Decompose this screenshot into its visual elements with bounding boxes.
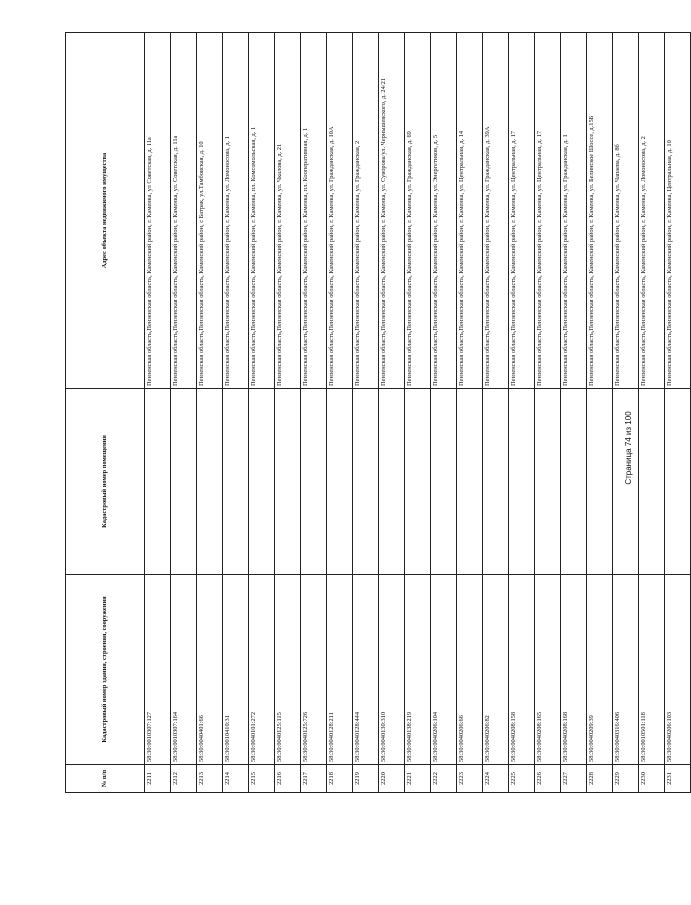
room-cadastral-number: [379, 389, 405, 575]
header-address: Адрес объекта недвижимого имущества: [66, 33, 145, 389]
room-cadastral-number: [171, 389, 197, 575]
table-row: [639, 33, 665, 793]
row-number: 2213: [197, 765, 223, 793]
building-cadastral-number: 58:30:0040130:310: [379, 575, 405, 765]
table-row: [197, 33, 223, 793]
room-cadastral-number: [457, 389, 483, 575]
room-cadastral-number: [587, 389, 613, 575]
table-row: [353, 33, 379, 793]
row-number: 2230: [639, 765, 665, 793]
address: Пензенская область,Пензенская область, Каменский район, г. Каменка, ул. Ломоносова, д. 1: [223, 33, 249, 389]
table-row: [301, 33, 327, 793]
building-cadastral-number: 58:30:0040138:219: [405, 575, 431, 765]
room-cadastral-number: [353, 389, 379, 575]
table-row: [379, 33, 405, 793]
building-cadastral-number: 58:30:0010501:118: [639, 575, 665, 765]
room-cadastral-number: [223, 389, 249, 575]
building-cadastral-number: 58:30:0040206:103: [665, 575, 691, 765]
row-number: 2225: [509, 765, 535, 793]
row-number: 2224: [483, 765, 509, 793]
table-row: [509, 33, 535, 793]
address: Пензенская область,Пензенская область, Каменский район, г. Каменка, ул. Ломоносова, д. 2: [639, 33, 665, 389]
building-cadastral-number: 58:30:0040208:168: [561, 575, 587, 765]
table-row: [223, 33, 249, 793]
header-building-cadastral: Кадастровый номер здания, строения, сооружения: [66, 575, 145, 765]
table-row: [457, 33, 483, 793]
address: Пензенская область,Пензенская область, Каменский район, г. Каменка, Центральная, д. 10: [665, 33, 691, 389]
table-row: [327, 33, 353, 793]
building-cadastral-number: 58:30:0040125:726: [301, 575, 327, 765]
row-number: 2219: [353, 765, 379, 793]
table-row: [171, 33, 197, 793]
row-number: 2217: [301, 765, 327, 793]
building-cadastral-number: 58:30:0040128:211: [327, 575, 353, 765]
room-cadastral-number: [535, 389, 561, 575]
address: Пензенская область,Пензенская область, Каменский район, г. Каменка, ул. Центральная, д. 14: [457, 33, 483, 389]
building-cadastral-number: 58:30:0040206:104: [431, 575, 457, 765]
address: Пензенская область,Пензенская область, Каменский район, г. Каменка, ул. Белинское Шоссе, д.15Б: [587, 33, 613, 389]
address: Пензенская область,Пензенская область, Каменский район, г. Каменка, ул. Советская, д. 11а: [171, 33, 197, 389]
room-cadastral-number: [509, 389, 535, 575]
address: Пензенская область,Пензенская область, Каменский район, г. Каменка, ул. Гражданская, д. 10А: [327, 33, 353, 389]
building-cadastral-number: 58:30:0040401:66: [197, 575, 223, 765]
room-cadastral-number: [327, 389, 353, 575]
row-number: 2226: [535, 765, 561, 793]
table-row: [275, 33, 301, 793]
address: Пензенская область,Пензенская область, Каменский район, г. Каменка, ул. Гражданская, 2: [353, 33, 379, 389]
row-number: 2229: [613, 765, 639, 793]
address: Пензенская область,Пензенская область, Каменский район, г. Каменка, ул. Центральная, д. 17: [509, 33, 535, 389]
row-number: 2216: [275, 765, 301, 793]
table-row: [535, 33, 561, 793]
room-cadastral-number: [639, 389, 665, 575]
building-cadastral-number: 58:30:0010307:127: [145, 575, 171, 765]
row-number: 2214: [223, 765, 249, 793]
room-cadastral-number: [145, 389, 171, 575]
address: Пензенская область,Пензенская область, Каменский район, г. Каменка, ул. Чкалова, д. 21: [275, 33, 301, 389]
table-row: [483, 33, 509, 793]
address: Пензенская область,Пензенская область, Каменский район, г. Каменка, ул. Чапаева, д. 8б: [613, 33, 639, 389]
building-cadastral-number: 58:30:0010307:164: [171, 575, 197, 765]
page-footer: Страница 74 из 100: [624, 411, 633, 485]
row-number: 2212: [171, 765, 197, 793]
room-cadastral-number: [405, 389, 431, 575]
building-cadastral-number: 58:30:0040208:165: [535, 575, 561, 765]
room-cadastral-number: [561, 389, 587, 575]
address: Пензенская область,Пензенская область, Каменский район, г. Каменка, ул. Гражданская, д. 69: [405, 33, 431, 389]
row-number: 2222: [431, 765, 457, 793]
property-table: [65, 32, 691, 793]
building-cadastral-number: 58:30:0040101:272: [249, 575, 275, 765]
address: Пензенская область,Пензенская область, Каменский район, г. Каменка, ул. Центральная, д. 17: [535, 33, 561, 389]
building-cadastral-number: 58:30:0040125:115: [275, 575, 301, 765]
building-cadastral-number: 58:30:0040209:39: [587, 575, 613, 765]
header-number: № п/п: [66, 765, 145, 793]
row-number: 2218: [327, 765, 353, 793]
building-cadastral-number: 58:30:0010410:31: [223, 575, 249, 765]
room-cadastral-number: [197, 389, 223, 575]
table-row: [665, 33, 691, 793]
row-number: 2220: [379, 765, 405, 793]
address: Пензенская область,Пензенская область, Каменский район, г. Каменка, ул Советская, д. 11а: [145, 33, 171, 389]
table-body: [145, 33, 691, 793]
building-cadastral-number: 58:30:0040206:66: [457, 575, 483, 765]
address: Пензенская область,Пензенская область, Каменский район, с Батрак, ул.Тамбовская, д. 10: [197, 33, 223, 389]
row-number: 2211: [145, 765, 171, 793]
table-row: [405, 33, 431, 793]
room-cadastral-number: [275, 389, 301, 575]
table-row: [561, 33, 587, 793]
building-cadastral-number: 58:30:0040316:406: [613, 575, 639, 765]
row-number: 2223: [457, 765, 483, 793]
address: Пензенская область,Пензенская область, Каменский район, г. Каменка, ул. Энергетиков, д. 5: [431, 33, 457, 389]
building-cadastral-number: 58:30:0040206:82: [483, 575, 509, 765]
address: Пензенская область,Пензенская область, Каменский район, г. Каменка, ул. Гражданская, д. 39А: [483, 33, 509, 389]
room-cadastral-number: [301, 389, 327, 575]
table-header-row: [66, 33, 145, 793]
row-number: 2227: [561, 765, 587, 793]
address: Пензенская область,Пензенская область, Каменский район, г. Каменка, пл. Кооперативная, д. 1: [301, 33, 327, 389]
address: Пензенская область,Пензенская область, Каменский район, г. Каменка, ул. Гражданская, д. 1: [561, 33, 587, 389]
row-number: 2221: [405, 765, 431, 793]
row-number: 2215: [249, 765, 275, 793]
row-number: 2228: [587, 765, 613, 793]
table-row: [587, 33, 613, 793]
table-row: [431, 33, 457, 793]
building-cadastral-number: 58:30:0040128:444: [353, 575, 379, 765]
address: Пензенская область,Пензенская область, Каменский район, г. Каменка, пл. Комсомольская, д. 1: [249, 33, 275, 389]
building-cadastral-number: 58:30:0040208:158: [509, 575, 535, 765]
room-cadastral-number: [665, 389, 691, 575]
table-row: [145, 33, 171, 793]
table-row: [249, 33, 275, 793]
room-cadastral-number: [431, 389, 457, 575]
room-cadastral-number: [483, 389, 509, 575]
address: Пензенская область,Пензенская область, Каменский район, г. Каменка, ул. Суворова/ул. Чернышевского, д. 24/21: [379, 33, 405, 389]
header-room-cadastral: Кадастровый номер помещения: [66, 389, 145, 575]
row-number: 2231: [665, 765, 691, 793]
room-cadastral-number: [249, 389, 275, 575]
